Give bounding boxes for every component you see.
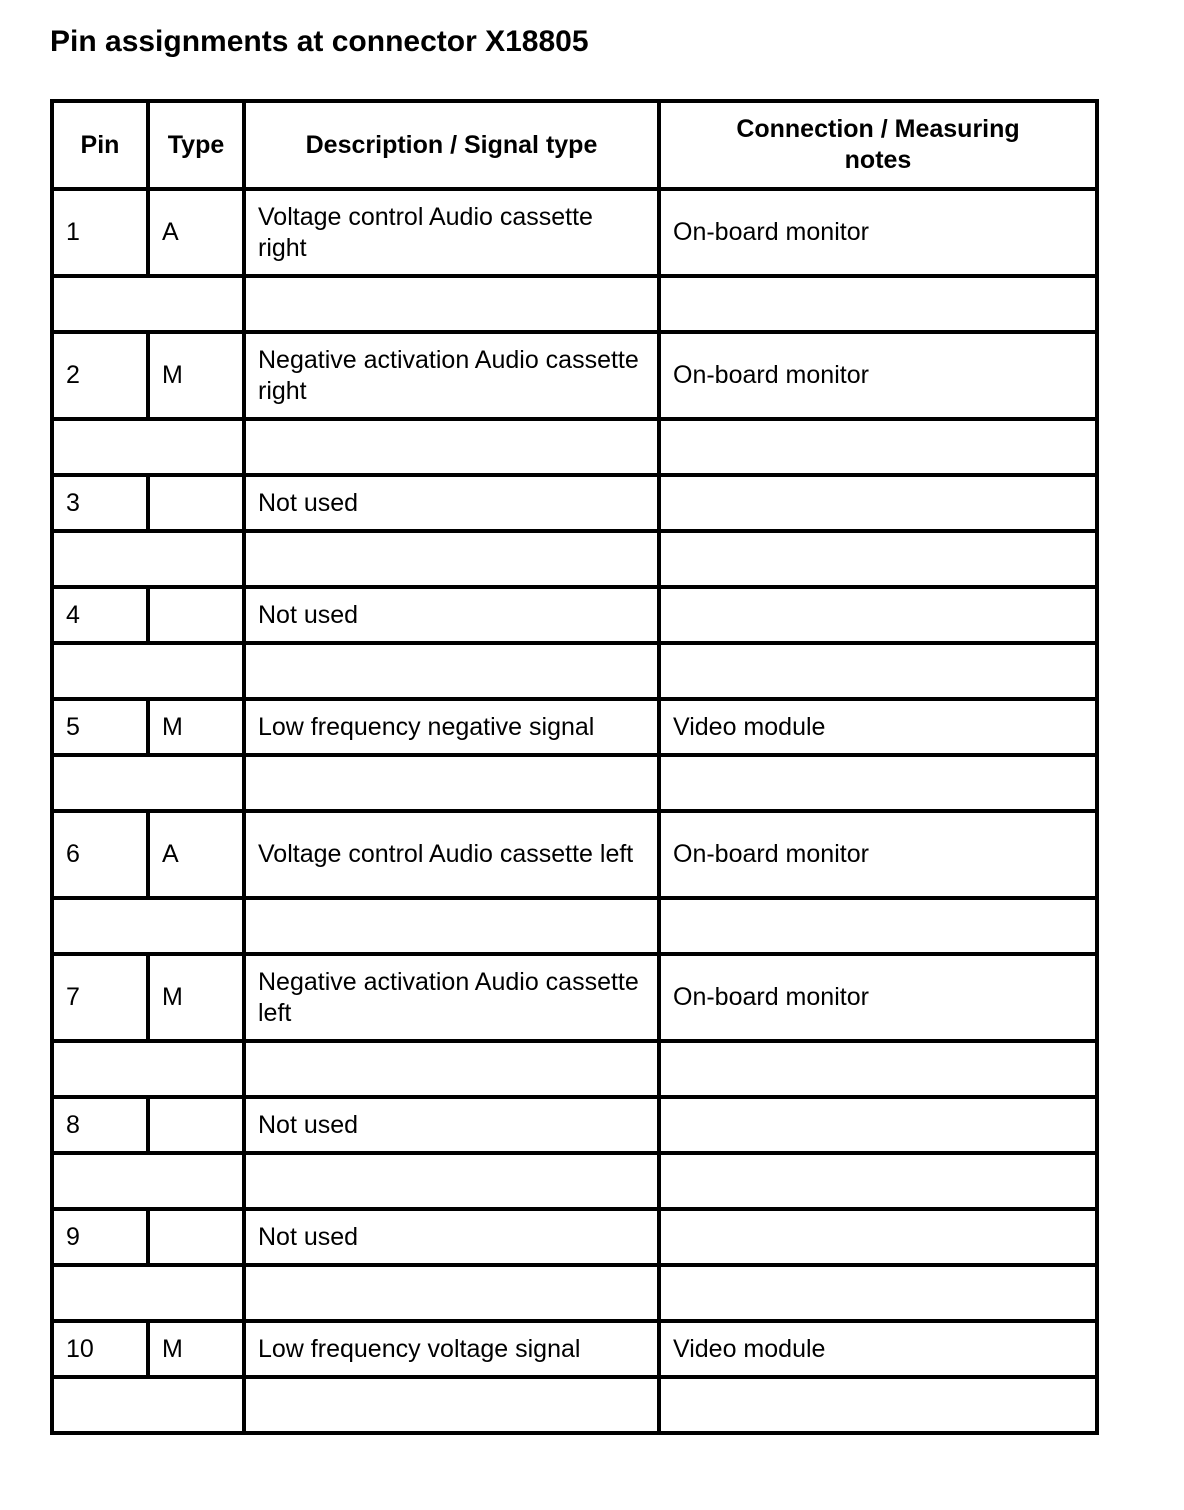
spacer-row (52, 755, 1097, 811)
pin-cell: 7 (52, 954, 148, 1041)
spacer-row (52, 276, 1097, 332)
header-description: Description / Signal type (244, 101, 659, 189)
pin-cell: 3 (52, 475, 148, 531)
description-cell: Not used (244, 475, 659, 531)
pin-cell: 2 (52, 332, 148, 419)
spacer-row (52, 643, 1097, 699)
connection-cell: On-board monitor (659, 954, 1097, 1041)
description-cell: Not used (244, 1209, 659, 1265)
type-cell (148, 587, 244, 643)
pin-cell: 6 (52, 811, 148, 898)
spacer-row (52, 1041, 1097, 1097)
table-row (52, 189, 1097, 276)
table-row (52, 1321, 1097, 1377)
spacer-row (52, 898, 1097, 954)
connection-cell (659, 1209, 1097, 1265)
description-cell: Not used (244, 1097, 659, 1153)
connection-cell: On-board monitor (659, 189, 1097, 276)
connection-cell: Video module (659, 699, 1097, 755)
connection-cell: On-board monitor (659, 332, 1097, 419)
header-connection: Connection / Measuring notes (659, 101, 1097, 189)
description-cell: Negative activation Audio cassette right (244, 332, 659, 419)
spacer-row (52, 531, 1097, 587)
type-cell: M (148, 332, 244, 419)
pin-cell: 9 (52, 1209, 148, 1265)
description-cell: Not used (244, 587, 659, 643)
type-cell: M (148, 954, 244, 1041)
connection-cell (659, 475, 1097, 531)
table-row (52, 1209, 1097, 1265)
spacer-row (52, 419, 1097, 475)
table-row (52, 811, 1097, 898)
description-cell: Low frequency voltage signal (244, 1321, 659, 1377)
table-row (52, 332, 1097, 419)
connection-cell: Video module (659, 1321, 1097, 1377)
type-cell (148, 1209, 244, 1265)
pin-cell: 5 (52, 699, 148, 755)
pin-assignment-table (50, 99, 1099, 1435)
connection-cell: On-board monitor (659, 811, 1097, 898)
table-row (52, 475, 1097, 531)
table-row (52, 1097, 1097, 1153)
header-pin: Pin (52, 101, 148, 189)
description-cell: Low frequency negative signal (244, 699, 659, 755)
table-row (52, 699, 1097, 755)
description-cell: Negative activation Audio cassette left (244, 954, 659, 1041)
type-cell (148, 475, 244, 531)
pin-cell: 10 (52, 1321, 148, 1377)
header-row (52, 101, 1097, 189)
type-cell (148, 1097, 244, 1153)
pin-cell: 8 (52, 1097, 148, 1153)
type-cell: A (148, 189, 244, 276)
page-title: Pin assignments at connector X18805 (50, 25, 589, 58)
spacer-row (52, 1377, 1097, 1433)
type-cell: M (148, 1321, 244, 1377)
type-cell: M (148, 699, 244, 755)
table-row (52, 954, 1097, 1041)
description-cell: Voltage control Audio cassette left (244, 811, 659, 898)
pin-cell: 4 (52, 587, 148, 643)
spacer-row (52, 1265, 1097, 1321)
pin-cell: 1 (52, 189, 148, 276)
spacer-row (52, 1153, 1097, 1209)
connection-cell (659, 1097, 1097, 1153)
description-cell: Voltage control Audio cassette right (244, 189, 659, 276)
connection-cell (659, 587, 1097, 643)
header-type: Type (148, 101, 244, 189)
table-row (52, 587, 1097, 643)
type-cell: A (148, 811, 244, 898)
